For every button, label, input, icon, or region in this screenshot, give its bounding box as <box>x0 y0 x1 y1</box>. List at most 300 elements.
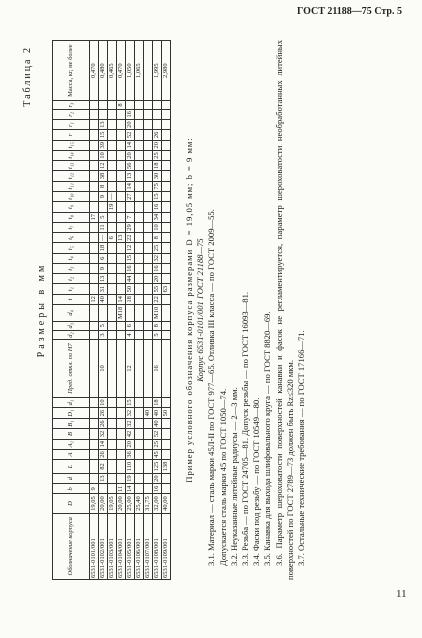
table-cell <box>135 330 144 339</box>
table-cell <box>99 305 108 322</box>
table-cell: 20 <box>153 475 160 482</box>
table-cell <box>135 460 144 474</box>
table-cell: 11 <box>99 222 108 232</box>
table-cell <box>117 340 126 398</box>
table-cell <box>117 429 126 439</box>
table-cell: 12 <box>126 340 135 398</box>
note-item: 3.1. Материал — сталь марки 45Л-II по ГОСТ 977—65. Отливка III класса — по ГОСТ 2009—55. <box>206 209 217 566</box>
table-cell <box>117 171 126 181</box>
table-cell: 32,00 <box>153 494 162 513</box>
table-cell: 32 <box>153 255 160 262</box>
table-cell <box>144 161 153 171</box>
table-cell: 20 <box>126 121 133 128</box>
table-cell <box>135 473 144 483</box>
table-cell: 20 <box>153 275 160 283</box>
table-cell <box>108 222 117 232</box>
table-cell <box>117 473 126 483</box>
column-header: d₃ <box>53 321 90 330</box>
table-cell <box>90 473 99 483</box>
table-cell <box>144 305 153 322</box>
table-cell <box>144 340 153 398</box>
table-cell: 26 <box>99 408 108 419</box>
table-caption: Размеры в мм <box>36 262 47 358</box>
table-cell <box>117 397 126 407</box>
table-cell <box>144 284 153 294</box>
table-cell: 50 <box>162 408 171 419</box>
table-cell: 39 <box>99 141 106 149</box>
column-header: d <box>53 473 90 483</box>
table-cell <box>144 449 153 459</box>
table-cell <box>144 120 153 130</box>
table-cell <box>117 161 126 171</box>
note-item: 3.7. Остальные технические требования — по ГОСТ 17166—71. <box>296 330 307 566</box>
column-header: t₁₂ <box>53 171 90 181</box>
table-cell: 18 <box>153 162 160 170</box>
table-cell: 10 <box>153 224 160 231</box>
table-cell: 13 <box>99 121 106 128</box>
table-cell: 15 <box>126 399 133 406</box>
column-header: d₄ <box>53 305 90 322</box>
table-cell: 20 <box>153 141 160 149</box>
example-line: Пример условного обозначения корпуса размерами D = 19,05 мм; b = 9 мм: <box>184 137 194 483</box>
table-cell <box>108 408 117 419</box>
table-cell <box>162 181 171 191</box>
table-cell: 12 <box>90 296 97 303</box>
table-cell <box>162 305 171 322</box>
table-cell: 63 <box>162 285 169 293</box>
table-cell <box>153 109 162 119</box>
rotated-content <box>18 40 378 580</box>
note-item: 3.3. Резьба — по ГОСТ 24705—81. Допуск резьбы — по ГОСТ 16093—81. <box>240 291 251 566</box>
table-cell <box>90 222 99 232</box>
housing-designation-cell: 6531-0104/001 <box>117 513 126 579</box>
table-cell: 5 <box>99 321 108 330</box>
table-cell: 6 <box>99 253 108 263</box>
table-cell <box>90 150 99 160</box>
notes-block <box>184 40 307 580</box>
table-cell <box>162 397 171 407</box>
table-cell <box>162 222 171 232</box>
column-header: t₆ <box>53 233 90 243</box>
table-cell <box>108 171 117 181</box>
column-header: t₁₁ <box>53 181 90 191</box>
table-cell: 1,995 <box>153 41 162 101</box>
table-cell <box>162 120 171 130</box>
column-header: r₃ <box>53 101 90 109</box>
table-cell: 26 <box>153 131 160 139</box>
table-cell: 110 <box>126 460 135 474</box>
table-cell <box>144 202 153 212</box>
table-cell <box>162 101 171 109</box>
table-cell <box>117 243 126 253</box>
table-cell <box>135 191 144 201</box>
table-cell: M10 <box>153 305 162 322</box>
table-cell <box>117 408 126 419</box>
table-cell <box>144 253 153 263</box>
table-cell: M18 <box>117 305 126 322</box>
table-cell: 32 <box>99 430 106 438</box>
table-cell: 52 <box>126 131 133 139</box>
note-item: 3.6. Параметр шероховатости поверхностей канавки и фасок не регламентируется, параметр шероховатости необработанных литейных поверхностей по ГОСТ 2789—73 должен быть Rz≤320 мкм. <box>273 40 295 580</box>
table-cell <box>108 263 117 273</box>
table-cell: 10 <box>99 399 106 406</box>
table-cell <box>108 130 117 140</box>
table-cell: 40 <box>153 420 160 427</box>
table-cell <box>162 439 171 449</box>
table-cell <box>90 181 99 191</box>
table-cell: 36 <box>126 451 133 458</box>
table-cell <box>117 330 126 339</box>
table-cell <box>135 408 144 419</box>
table-cell <box>144 263 153 273</box>
table-cell <box>135 181 144 191</box>
column-header: A₁ <box>53 439 90 449</box>
table-cell <box>117 140 126 150</box>
table-cell <box>90 161 99 171</box>
table-cell: 1,050 <box>126 41 135 101</box>
table-cell <box>162 330 171 339</box>
table-cell <box>108 330 117 339</box>
table-cell <box>108 109 117 119</box>
table-cell <box>162 109 171 119</box>
housing-designation-cell: 6531-0103/001 <box>108 513 117 579</box>
table-cell <box>126 101 135 109</box>
table-cell: 15 <box>153 193 160 200</box>
table-cell: 15 <box>126 255 133 262</box>
table-cell <box>135 397 144 407</box>
column-header: r₁ <box>53 120 90 130</box>
housing-designation-cell: 6531-0102/001 <box>99 513 108 579</box>
table-cell <box>108 449 117 459</box>
table-cell <box>144 109 153 119</box>
column-header: t₁ <box>53 284 90 294</box>
table-cell <box>90 202 99 212</box>
column-header: d₁ <box>53 397 90 407</box>
table-cell <box>153 120 162 130</box>
column-header: Обозначение корпуса <box>53 513 90 579</box>
table-cell <box>90 439 99 449</box>
table-cell <box>108 101 117 109</box>
column-header: t₁₄ <box>53 150 90 160</box>
table-cell <box>108 305 117 322</box>
table-cell: 20,00 <box>99 494 108 513</box>
table-cell <box>162 233 171 243</box>
table-header-row <box>53 41 90 580</box>
table-cell <box>144 439 153 449</box>
table-cell: 45 <box>153 451 160 458</box>
table-cell: 25 <box>153 244 160 252</box>
column-header: D₁ <box>53 408 90 419</box>
table-row <box>126 41 135 580</box>
table-cell <box>144 484 153 494</box>
table-cell <box>90 130 99 140</box>
table-cell: 11 <box>117 484 126 494</box>
table-cell <box>135 439 144 449</box>
table-cell <box>90 191 99 201</box>
table-cell <box>117 284 126 294</box>
housing-designation-cell: 6531-0109/001 <box>162 513 171 579</box>
table-cell <box>126 202 135 212</box>
table-cell <box>108 439 117 449</box>
column-header: t₄ <box>53 253 90 263</box>
table-cell <box>144 101 153 109</box>
table-cell <box>144 41 153 101</box>
table-cell: 18 <box>99 244 106 252</box>
table-cell <box>90 109 99 119</box>
table-cell <box>90 397 99 407</box>
table-cell <box>162 171 171 181</box>
table-cell <box>108 397 117 407</box>
table-cell <box>162 473 171 483</box>
table-cell: — <box>99 234 106 241</box>
table-cell: 56 <box>126 162 133 170</box>
table-cell: 9 <box>99 191 108 201</box>
column-header: L <box>53 460 90 474</box>
table-cell <box>108 140 117 150</box>
table-cell <box>108 321 117 330</box>
table-cell <box>117 202 126 212</box>
table-cell: 4 <box>126 330 135 339</box>
table-cell <box>108 419 117 429</box>
table-row <box>117 41 126 580</box>
table-cell <box>108 120 117 130</box>
column-header: t₃ <box>53 263 90 273</box>
column-header: t₂ <box>53 274 90 284</box>
table-cell <box>90 140 99 150</box>
table-cell: 6 <box>126 321 135 330</box>
table-cell: 125 <box>153 460 162 474</box>
table-cell: 14 <box>126 485 133 493</box>
housing-designation-cell: 6531-0105/001 <box>126 513 135 579</box>
table-row <box>162 41 171 580</box>
table-cell <box>135 120 144 130</box>
table-cell <box>162 253 171 263</box>
table-row <box>135 41 144 580</box>
table-cell: 50 <box>126 285 133 293</box>
table-cell <box>90 408 99 419</box>
table-cell <box>117 263 126 273</box>
column-header: d₂ <box>53 330 90 339</box>
table-cell: 40 <box>144 408 153 419</box>
table-cell <box>162 340 171 398</box>
table-cell: 8 <box>99 181 108 191</box>
table-cell: 13 <box>126 172 133 180</box>
table-cell: 16 <box>153 203 160 211</box>
column-header: t₅ <box>53 243 90 253</box>
table-title: Таблица 2 <box>22 46 33 107</box>
table-cell: 138 <box>162 460 171 474</box>
standard-number: ГОСТ 21188—75 <box>296 6 372 17</box>
table-cell: 2,980 <box>162 41 171 101</box>
table-cell: 16 <box>153 265 160 272</box>
table-cell: 10 <box>99 340 108 398</box>
table-cell <box>108 484 117 494</box>
table-cell: 25 <box>153 152 160 159</box>
table-cell: 5 <box>99 212 108 222</box>
table-cell <box>162 243 171 253</box>
housing-designation-cell: 6531-0101/001 <box>90 513 99 579</box>
table-cell: 26 <box>99 420 106 427</box>
table-cell <box>108 429 117 439</box>
table-cell: 16 <box>126 111 133 118</box>
table-row <box>108 41 117 580</box>
column-header: t₈ <box>53 212 90 222</box>
column-header: t₁₃ <box>53 161 90 171</box>
table-cell <box>117 130 126 140</box>
table-cell: 25,40 <box>135 494 144 513</box>
table-cell <box>135 294 144 304</box>
note-item: 3.5. Канавка для выхода шлифовального круга — по ГОСТ 8820—69. <box>262 311 273 566</box>
table-cell <box>135 150 144 160</box>
table-cell <box>162 191 171 201</box>
table-cell: 17 <box>90 213 97 221</box>
table-cell: — <box>108 193 115 200</box>
running-header <box>297 6 402 17</box>
table-cell <box>117 253 126 263</box>
table-cell <box>162 294 171 304</box>
table-cell: 42 <box>126 430 133 438</box>
table-cell <box>144 171 153 181</box>
table-cell: 19 <box>126 475 133 482</box>
table-cell <box>144 150 153 160</box>
table-cell <box>162 274 171 284</box>
table-cell: 20,00 <box>117 494 126 513</box>
table-cell <box>90 449 99 459</box>
table-cell <box>162 130 171 140</box>
table-cell <box>135 340 144 398</box>
table-cell <box>162 321 171 330</box>
table-cell <box>108 181 117 191</box>
column-header: Пред. откл. по H7 <box>53 340 90 398</box>
column-header: t₁₀ <box>53 191 90 201</box>
table-row <box>144 41 153 580</box>
table-cell <box>135 130 144 140</box>
table-cell: 82 <box>99 460 108 474</box>
table-cell: 19 <box>108 203 115 211</box>
table-cell <box>90 429 99 439</box>
table-cell <box>135 484 144 494</box>
table-cell <box>90 243 99 253</box>
table-cell: 25,00 <box>126 494 135 513</box>
note-item: 3.2. Неуказанные литейные радиусы — 2—3 мм. <box>228 387 239 566</box>
table-cell <box>144 429 153 439</box>
table-cell: 18 <box>126 296 133 303</box>
note-item: 3.4. Фаски под резьбу — по ГОСТ 10549—80. <box>251 397 262 566</box>
table-cell <box>108 460 117 474</box>
table-cell <box>144 191 153 201</box>
table-cell <box>135 253 144 263</box>
table-cell: 29 <box>126 224 133 231</box>
page-number: 11 <box>396 588 407 600</box>
table-cell <box>135 284 144 294</box>
table-cell <box>90 253 99 263</box>
column-header: t <box>53 294 90 304</box>
table-row <box>90 41 99 580</box>
table-cell: 22 <box>126 234 133 241</box>
table-cell <box>117 181 126 191</box>
note-item: Допускается сталь марки 45 по ГОСТ 1050—74. <box>217 388 228 566</box>
table-cell: 19,05 <box>90 494 99 513</box>
table-cell: 40,00 <box>162 494 171 513</box>
table-cell <box>90 274 99 284</box>
table-cell <box>108 294 117 304</box>
table-cell <box>117 150 126 160</box>
table-cell <box>108 161 117 171</box>
table-cell <box>144 140 153 150</box>
table-cell <box>90 284 99 294</box>
column-header: t₇ <box>53 222 90 232</box>
table-cell <box>99 484 108 494</box>
table-cell <box>108 340 117 398</box>
table-cell <box>135 109 144 119</box>
table-cell <box>108 274 117 284</box>
table-cell: 0,480 <box>99 41 108 101</box>
table-cell <box>90 263 99 273</box>
table-cell <box>144 473 153 483</box>
table-cell: 0,470 <box>90 41 99 101</box>
table-row <box>153 41 162 580</box>
table-cell <box>117 191 126 201</box>
column-header: D <box>53 494 90 513</box>
table-cell <box>90 321 99 330</box>
table-cell <box>108 243 117 253</box>
table-cell: 38 <box>99 172 106 180</box>
table-cell <box>117 460 126 474</box>
table-cell <box>117 120 126 130</box>
example-code: Корпус 6531-0101/001 ГОСТ 21188—75 <box>195 238 206 382</box>
table-cell <box>108 284 117 294</box>
table-cell: 6 <box>108 233 117 243</box>
table-cell <box>108 212 117 222</box>
table-cell <box>144 243 153 253</box>
table-cell: 12 <box>126 244 133 252</box>
table-cell <box>90 233 99 243</box>
table-cell: 10 <box>99 152 106 159</box>
column-header: B <box>53 429 90 439</box>
table-cell <box>90 305 99 322</box>
table-cell: 8 <box>153 321 162 330</box>
table-cell <box>99 101 108 109</box>
housing-designation-cell: 6531-0106/001 <box>135 513 144 579</box>
table-cell <box>144 294 153 304</box>
column-header: A <box>53 449 90 459</box>
table-cell: 14 <box>126 141 133 149</box>
table-cell <box>135 274 144 284</box>
table-cell: 0,465 <box>108 41 117 101</box>
table-cell <box>135 101 144 109</box>
table-cell <box>162 212 171 222</box>
table-cell: 20 <box>126 440 133 448</box>
table-cell <box>117 222 126 232</box>
table-cell: 7 <box>126 212 135 222</box>
table-cell <box>90 340 99 398</box>
table-cell <box>135 305 144 322</box>
table-cell: 44 <box>126 275 133 283</box>
table-cell <box>162 484 171 494</box>
column-header: r₂ <box>53 109 90 119</box>
table-cell: 27 <box>126 193 133 200</box>
table-cell: 40 <box>99 296 106 303</box>
table-cell <box>135 140 144 150</box>
table-cell: 34 <box>153 213 160 221</box>
table-cell <box>144 460 153 474</box>
table-cell: 16 <box>153 485 160 493</box>
table-cell: 55 <box>153 285 160 293</box>
table-cell: 30 <box>153 172 160 180</box>
table-cell <box>99 202 108 212</box>
table-cell: 8 <box>153 233 162 243</box>
table-cell <box>135 222 144 232</box>
